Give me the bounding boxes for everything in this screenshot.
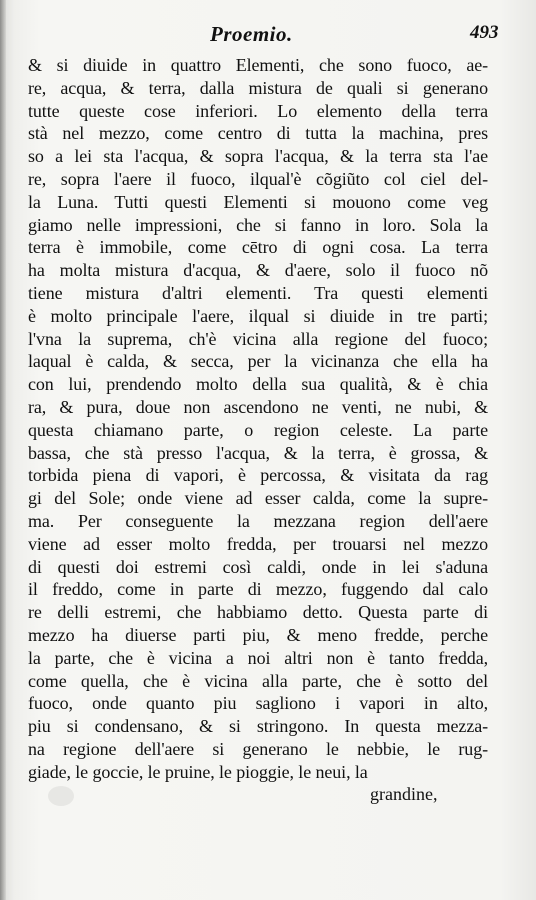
text-line: re delli estremi, che habbiamo detto. Questa parte di xyxy=(28,602,488,623)
text-line: la Luna. Tutti questi Elementi si mouono come veg xyxy=(28,191,488,212)
text-line: giade, le goccie, le pruine, le pioggie, le neui, la xyxy=(28,761,368,782)
text-line: piu si condensano, & si stringono. In questa mezza- xyxy=(28,716,488,737)
text-line: mezzo ha diuerse parti piu, & meno fredde, perche xyxy=(28,624,488,645)
text-line: bassa, che stà presso l'acqua, & la terra, è grossa, & xyxy=(28,442,488,463)
page-header xyxy=(0,22,536,48)
text-line: ha molta mistura d'acqua, & d'aere, solo il fuoco nõ xyxy=(28,260,488,281)
text-line: ma. Per conseguente la mezzana region dell'aere xyxy=(28,510,488,531)
text-line: tutte queste cose inferiori. Lo elemento della terra xyxy=(28,100,488,121)
text-line: la parte, che è vicina a noi altri non è tanto fredda, xyxy=(28,647,488,668)
running-title: Proemio. xyxy=(210,22,293,46)
text-line: laqual è calda, & secca, per la vicinanza che ella ha xyxy=(28,351,488,372)
page-binding-edge xyxy=(0,0,6,900)
text-line: re, acqua, & terra, dalla mistura de quali si generano xyxy=(28,77,488,98)
text-line: questa chiamano parte, o region celeste. La parte xyxy=(28,419,488,440)
catchword: grandine, xyxy=(370,784,438,804)
text-line: l'vna la suprema, ch'è vicina alla regione del fuoco; xyxy=(28,328,488,349)
paper-stain xyxy=(48,786,74,806)
text-line: come quella, che è vicina alla parte, che è sotto del xyxy=(28,670,488,691)
text-line: viene ad esser molto fredda, per trouarsi nel mezzo xyxy=(28,533,488,554)
text-line: na regione dell'aere si generano le nebbie, le rug- xyxy=(28,738,488,759)
text-line: gi del Sole; onde viene ad esser calda, come la supre- xyxy=(28,488,488,509)
text-line: il freddo, come in parte di mezzo, fuggendo dal calo xyxy=(28,579,488,600)
text-line: so a lei sta l'acqua, & sopra l'acqua, & la terra sta l'ae xyxy=(28,146,488,167)
text-line: fuoco, onde quanto piu sagliono i vapori in alto, xyxy=(28,693,488,714)
text-line: & si diuide in quattro Elementi, che sono fuoco, ae- xyxy=(28,55,488,75)
text-line: giamo nelle impressioni, che si fanno in loro. Sola la xyxy=(28,214,488,235)
text-line: re, sopra l'aere il fuoco, ilqual'è cõgiũto col ciel del- xyxy=(28,168,488,189)
text-line: ra, & pura, doue non ascendono ne venti, ne nubi, & xyxy=(28,396,488,417)
text-line: di questi doi estremi così caldi, onde in lei s'aduna xyxy=(28,556,488,577)
page-number: 493 xyxy=(470,22,499,43)
text-line: stà nel mezzo, come centro di tutta la machina, pres xyxy=(28,123,488,144)
text-line: torbida piena di vapori, è percossa, & visitata da rag xyxy=(28,465,488,486)
text-line: è molto principale l'aere, ilqual si diuide in tre parti; xyxy=(28,305,488,326)
body-text xyxy=(28,54,488,784)
text-line: tiene mistura d'altri elementi. Tra questi elementi xyxy=(28,282,488,303)
text-line: terra è immobile, come cētro di ogni cosa. La terra xyxy=(28,237,488,258)
text-line: con lui, prendendo molto della sua qualità, & è chia xyxy=(28,374,488,395)
